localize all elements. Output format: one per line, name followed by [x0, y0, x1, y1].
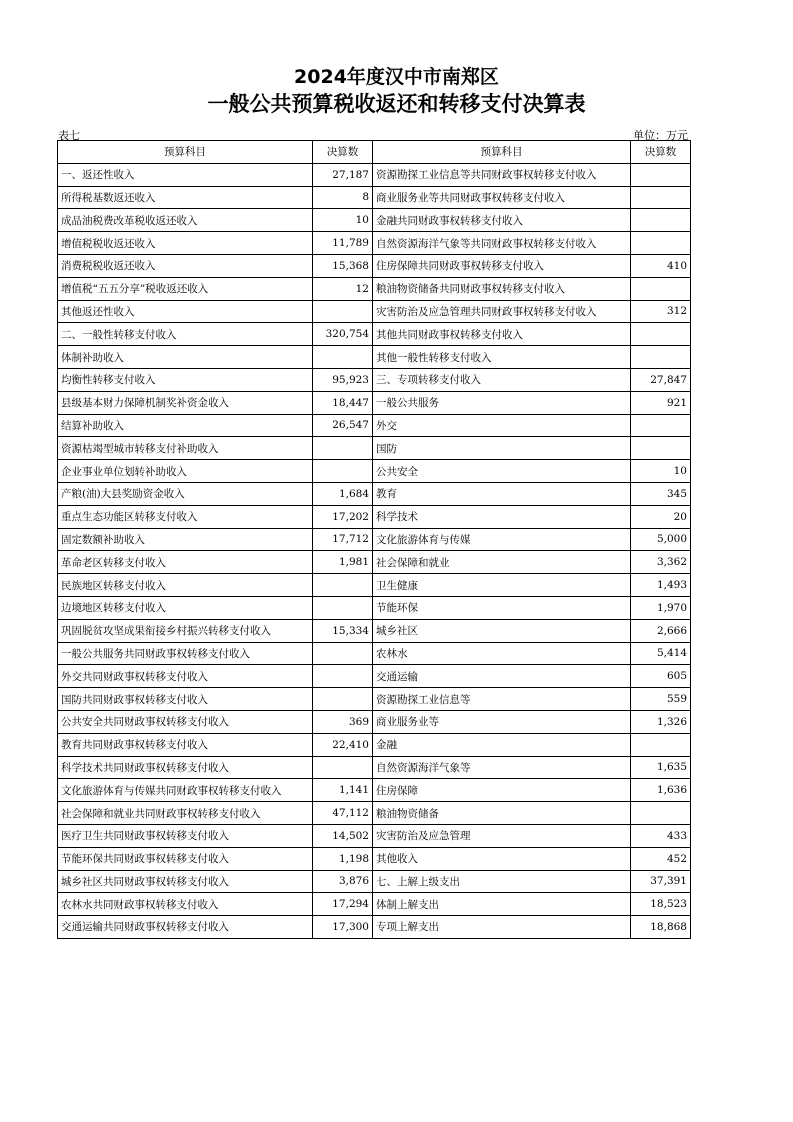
right-subject-cell: 自然资源海洋气象等	[373, 756, 631, 779]
left-subject-cell: 重点生态功能区转移支付收入	[58, 505, 313, 528]
left-subject-cell: 公共安全共同财政事权转移支付收入	[58, 710, 313, 733]
right-amount-cell	[631, 346, 691, 369]
left-amount-cell: 320,754	[313, 323, 373, 346]
right-subject-cell: 国防	[373, 437, 631, 460]
table-row	[58, 847, 691, 870]
table-header-row	[58, 141, 691, 164]
table-row	[58, 232, 691, 255]
right-amount-cell: 18,523	[631, 893, 691, 916]
header-left-amount: 决算数	[313, 141, 373, 164]
right-subject-cell: 灾害防治及应急管理	[373, 824, 631, 847]
left-amount-cell	[313, 574, 373, 597]
header-right-subject: 预算科目	[373, 141, 631, 164]
table-row	[58, 893, 691, 916]
table-row	[58, 391, 691, 414]
right-amount-cell: 1,326	[631, 710, 691, 733]
table-row	[58, 505, 691, 528]
right-amount-cell: 559	[631, 688, 691, 711]
left-amount-cell: 15,368	[313, 254, 373, 277]
left-amount-cell: 10	[313, 209, 373, 232]
left-subject-cell: 教育共同财政事权转移支付收入	[58, 733, 313, 756]
left-subject-cell: 一般公共服务共同财政事权转移支付收入	[58, 642, 313, 665]
right-subject-cell: 交通运输	[373, 665, 631, 688]
right-subject-cell: 金融共同财政事权转移支付收入	[373, 209, 631, 232]
right-subject-cell: 农林水	[373, 642, 631, 665]
left-amount-cell	[313, 300, 373, 323]
left-amount-cell: 14,502	[313, 824, 373, 847]
right-subject-cell: 专项上解支出	[373, 916, 631, 939]
right-subject-cell: 社会保障和就业	[373, 551, 631, 574]
left-amount-cell	[313, 688, 373, 711]
left-amount-cell	[313, 346, 373, 369]
right-amount-cell	[631, 232, 691, 255]
right-amount-cell	[631, 802, 691, 825]
right-subject-cell: 金融	[373, 733, 631, 756]
left-amount-cell	[313, 437, 373, 460]
left-subject-cell: 企业事业单位划转补助收入	[58, 460, 313, 483]
table-row	[58, 710, 691, 733]
left-amount-cell: 27,187	[313, 163, 373, 186]
right-amount-cell	[631, 277, 691, 300]
left-subject-cell: 农林水共同财政事权转移支付收入	[58, 893, 313, 916]
right-amount-cell: 921	[631, 391, 691, 414]
right-subject-cell: 资源勘探工业信息等	[373, 688, 631, 711]
left-subject-cell: 结算补助收入	[58, 414, 313, 437]
right-amount-cell	[631, 733, 691, 756]
left-amount-cell: 1,141	[313, 779, 373, 802]
right-amount-cell	[631, 163, 691, 186]
left-amount-cell: 17,294	[313, 893, 373, 916]
table-row	[58, 528, 691, 551]
table-body	[58, 163, 691, 938]
left-subject-cell: 消费税税收返还收入	[58, 254, 313, 277]
right-amount-cell: 1,493	[631, 574, 691, 597]
left-subject-cell: 交通运输共同财政事权转移支付收入	[58, 916, 313, 939]
right-amount-cell: 1,636	[631, 779, 691, 802]
left-amount-cell: 1,684	[313, 482, 373, 505]
left-amount-cell: 3,876	[313, 870, 373, 893]
left-amount-cell: 95,923	[313, 368, 373, 391]
left-subject-cell: 产粮(油)大县奖励资金收入	[58, 482, 313, 505]
report-title-line1: 2024年度汉中市南郑区	[294, 66, 499, 88]
left-amount-cell: 12	[313, 277, 373, 300]
table-row	[58, 482, 691, 505]
table-row	[58, 574, 691, 597]
unit-label: 单位：万元	[633, 129, 688, 142]
table-row	[58, 277, 691, 300]
right-amount-cell	[631, 437, 691, 460]
left-subject-cell: 边境地区转移支付收入	[58, 596, 313, 619]
right-subject-cell: 一般公共服务	[373, 391, 631, 414]
left-amount-cell: 47,112	[313, 802, 373, 825]
right-amount-cell: 3,362	[631, 551, 691, 574]
right-subject-cell: 商业服务业等共同财政事权转移支付收入	[373, 186, 631, 209]
right-subject-cell: 其他一般性转移支付收入	[373, 346, 631, 369]
left-subject-cell: 增值税“五五分享”税收返还收入	[58, 277, 313, 300]
left-subject-cell: 外交共同财政事权转移支付收入	[58, 665, 313, 688]
table-row	[58, 300, 691, 323]
left-amount-cell: 8	[313, 186, 373, 209]
right-subject-cell: 粮油物资储备共同财政事权转移支付收入	[373, 277, 631, 300]
left-amount-cell: 369	[313, 710, 373, 733]
right-subject-cell: 灾害防治及应急管理共同财政事权转移支付收入	[373, 300, 631, 323]
left-subject-cell: 二、一般性转移支付收入	[58, 323, 313, 346]
left-amount-cell	[313, 756, 373, 779]
left-subject-cell: 科学技术共同财政事权转移支付收入	[58, 756, 313, 779]
left-amount-cell: 17,202	[313, 505, 373, 528]
right-subject-cell: 节能环保	[373, 596, 631, 619]
table-row	[58, 414, 691, 437]
right-subject-cell: 科学技术	[373, 505, 631, 528]
right-subject-cell: 城乡社区	[373, 619, 631, 642]
left-amount-cell	[313, 665, 373, 688]
table-row	[58, 665, 691, 688]
table-row	[58, 460, 691, 483]
table-row	[58, 756, 691, 779]
left-subject-cell: 节能环保共同财政事权转移支付收入	[58, 847, 313, 870]
table-row	[58, 733, 691, 756]
left-subject-cell: 固定数额补助收入	[58, 528, 313, 551]
right-subject-cell: 住房保障	[373, 779, 631, 802]
left-subject-cell: 成品油税费改革税收返还收入	[58, 209, 313, 232]
table-row	[58, 437, 691, 460]
table-row	[58, 870, 691, 893]
table-row	[58, 368, 691, 391]
right-amount-cell: 5,000	[631, 528, 691, 551]
left-amount-cell	[313, 460, 373, 483]
left-subject-cell: 民族地区转移支付收入	[58, 574, 313, 597]
report-title-line2: 一般公共预算税收返还和转移支付决算表	[207, 92, 586, 116]
left-amount-cell: 17,712	[313, 528, 373, 551]
table-row	[58, 688, 691, 711]
table-row	[58, 916, 691, 939]
right-amount-cell: 433	[631, 824, 691, 847]
right-amount-cell	[631, 414, 691, 437]
right-subject-cell: 卫生健康	[373, 574, 631, 597]
right-amount-cell: 2,666	[631, 619, 691, 642]
table-row	[58, 163, 691, 186]
left-subject-cell: 均衡性转移支付收入	[58, 368, 313, 391]
right-amount-cell: 312	[631, 300, 691, 323]
table-row	[58, 323, 691, 346]
right-amount-cell: 37,391	[631, 870, 691, 893]
right-amount-cell: 1,635	[631, 756, 691, 779]
left-amount-cell: 15,334	[313, 619, 373, 642]
left-amount-cell: 18,447	[313, 391, 373, 414]
header-left-subject: 预算科目	[58, 141, 313, 164]
left-amount-cell	[313, 642, 373, 665]
table-number: 表七	[58, 129, 80, 142]
table-row	[58, 619, 691, 642]
table-row	[58, 824, 691, 847]
left-subject-cell: 医疗卫生共同财政事权转移支付收入	[58, 824, 313, 847]
right-subject-cell: 三、专项转移支付收入	[373, 368, 631, 391]
left-subject-cell: 一、返还性收入	[58, 163, 313, 186]
right-subject-cell: 自然资源海洋气象等共同财政事权转移支付收入	[373, 232, 631, 255]
right-amount-cell: 27,847	[631, 368, 691, 391]
right-amount-cell: 605	[631, 665, 691, 688]
right-subject-cell: 七、上解上级支出	[373, 870, 631, 893]
right-subject-cell: 外交	[373, 414, 631, 437]
left-subject-cell: 革命老区转移支付收入	[58, 551, 313, 574]
left-subject-cell: 增值税税收返还收入	[58, 232, 313, 255]
right-amount-cell: 1,970	[631, 596, 691, 619]
settlement-table	[57, 140, 691, 939]
right-subject-cell: 住房保障共同财政事权转移支付收入	[373, 254, 631, 277]
table-row	[58, 779, 691, 802]
table-row	[58, 596, 691, 619]
left-subject-cell: 资源枯竭型城市转移支付补助收入	[58, 437, 313, 460]
left-amount-cell: 11,789	[313, 232, 373, 255]
left-subject-cell: 国防共同财政事权转移支付收入	[58, 688, 313, 711]
header-right-amount: 决算数	[631, 141, 691, 164]
right-amount-cell: 452	[631, 847, 691, 870]
left-amount-cell: 17,300	[313, 916, 373, 939]
right-subject-cell: 粮油物资储备	[373, 802, 631, 825]
left-amount-cell: 26,547	[313, 414, 373, 437]
left-subject-cell: 其他返还性收入	[58, 300, 313, 323]
left-amount-cell	[313, 596, 373, 619]
right-subject-cell: 公共安全	[373, 460, 631, 483]
right-subject-cell: 其他共同财政事权转移支付收入	[373, 323, 631, 346]
right-amount-cell: 345	[631, 482, 691, 505]
right-amount-cell: 20	[631, 505, 691, 528]
right-subject-cell: 教育	[373, 482, 631, 505]
table-row	[58, 254, 691, 277]
right-subject-cell: 商业服务业等	[373, 710, 631, 733]
right-subject-cell: 文化旅游体育与传媒	[373, 528, 631, 551]
table-row	[58, 186, 691, 209]
right-amount-cell: 5,414	[631, 642, 691, 665]
table-row	[58, 551, 691, 574]
left-subject-cell: 文化旅游体育与传媒共同财政事权转移支付收入	[58, 779, 313, 802]
table-row	[58, 642, 691, 665]
right-subject-cell: 体制上解支出	[373, 893, 631, 916]
right-amount-cell: 10	[631, 460, 691, 483]
left-amount-cell: 22,410	[313, 733, 373, 756]
right-subject-cell: 其他收入	[373, 847, 631, 870]
right-amount-cell	[631, 186, 691, 209]
left-subject-cell: 巩固脱贫攻坚成果衔接乡村振兴转移支付收入	[58, 619, 313, 642]
table-row	[58, 209, 691, 232]
right-subject-cell: 资源勘探工业信息等共同财政事权转移支付收入	[373, 163, 631, 186]
table-row	[58, 802, 691, 825]
right-amount-cell	[631, 323, 691, 346]
right-amount-cell: 18,868	[631, 916, 691, 939]
right-amount-cell	[631, 209, 691, 232]
left-subject-cell: 县级基本财力保障机制奖补资金收入	[58, 391, 313, 414]
left-subject-cell: 体制补助收入	[58, 346, 313, 369]
left-subject-cell: 社会保障和就业共同财政事权转移支付收入	[58, 802, 313, 825]
left-amount-cell: 1,981	[313, 551, 373, 574]
left-amount-cell: 1,198	[313, 847, 373, 870]
left-subject-cell: 城乡社区共同财政事权转移支付收入	[58, 870, 313, 893]
right-amount-cell: 410	[631, 254, 691, 277]
left-subject-cell: 所得税基数返还收入	[58, 186, 313, 209]
table-row	[58, 346, 691, 369]
